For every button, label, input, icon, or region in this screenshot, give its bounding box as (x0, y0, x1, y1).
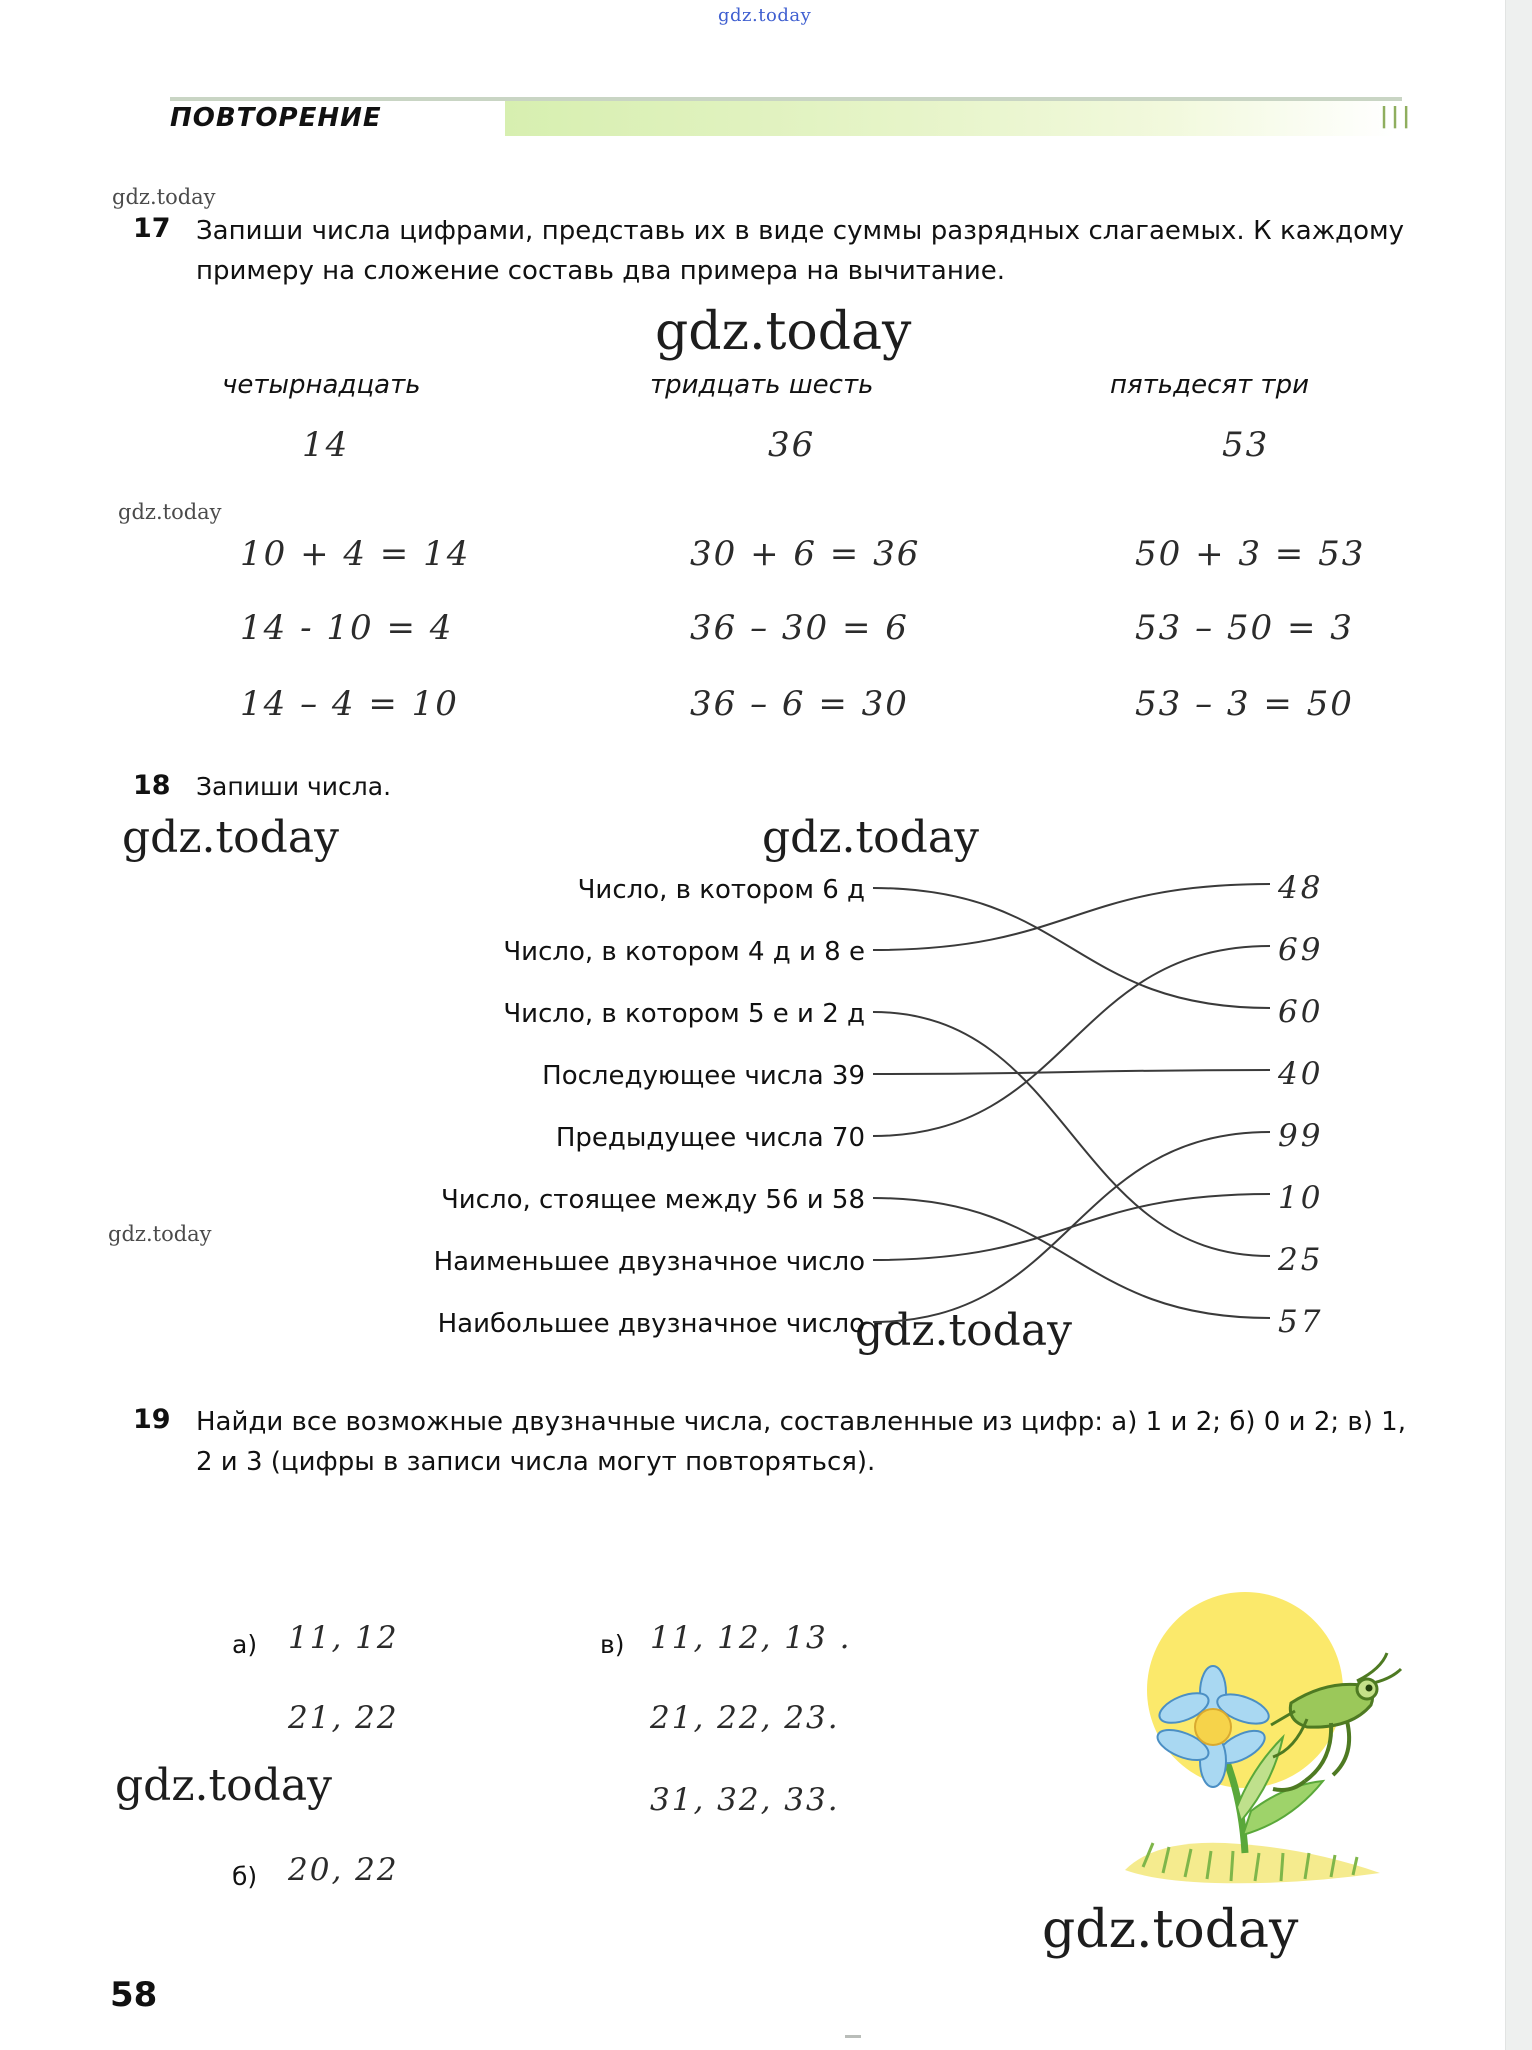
match-item-6[interactable]: Наименьшее двузначное число (433, 1247, 865, 1277)
match-answer-6[interactable]: 25 (1278, 1242, 1324, 1278)
equation-c1-l3: 14 – 4 = 10 (240, 684, 459, 724)
answer-a-line-2: 21, 22 (288, 1700, 399, 1736)
match-item-2[interactable]: Число, в котором 5 е и 2 д (503, 999, 865, 1029)
exercise-19-number: 19 (133, 1404, 171, 1435)
answer-v-line-3: 31, 32, 33. (650, 1782, 840, 1818)
match-answer-3[interactable]: 40 (1278, 1056, 1324, 1092)
grasshopper-flower-illustration (1095, 1585, 1425, 1915)
answer-a-line-1: 11, 12 (288, 1620, 399, 1656)
handwritten-number-1: 14 (302, 425, 350, 465)
answer-v-line-1: 11, 12, 13 . (650, 1620, 852, 1656)
header-color-band (505, 100, 1395, 136)
match-item-1[interactable]: Число, в котором 4 д и 8 е (503, 937, 865, 967)
answer-b-line-1: 20, 22 (288, 1852, 399, 1888)
match-item-7[interactable]: Наибольшее двузначное число (437, 1309, 865, 1339)
match-item-5[interactable]: Число, стоящее между 56 и 58 (440, 1185, 865, 1215)
watermark-17-top: gdz.today (112, 185, 216, 209)
match-item-4[interactable]: Предыдущее числа 70 (555, 1123, 865, 1153)
header-marks: ||| (1380, 104, 1414, 129)
watermark-18-bottom: gdz.today (855, 1305, 1072, 1356)
equation-c2-l3: 36 – 6 = 30 (690, 684, 909, 724)
answer-v-line-2: 21, 22, 23. (650, 1700, 840, 1736)
match-answer-2[interactable]: 60 (1278, 994, 1324, 1030)
page-edge-strip (1505, 0, 1532, 2050)
match-answer-1[interactable]: 69 (1278, 932, 1324, 968)
watermark-19-left: gdz.today (115, 1760, 332, 1811)
watermark-18-mid: gdz.today (762, 812, 979, 863)
watermark-17-lower: gdz.today (118, 500, 222, 524)
watermark-18-left: gdz.today (122, 812, 339, 863)
exercise-18-text: Запиши числа. (196, 772, 392, 801)
watermark-bottom: gdz.today (1042, 1900, 1299, 1960)
page-title: ПОВТОРЕНИЕ (170, 103, 382, 133)
watermark-18-lower: gdz.today (108, 1222, 212, 1246)
answer-label-b: б) (232, 1862, 258, 1891)
watermark-17-mid: gdz.today (655, 302, 912, 362)
exercise-17-number: 17 (133, 213, 171, 244)
handwritten-number-3: 53 (1222, 425, 1270, 465)
match-answer-5[interactable]: 10 (1278, 1180, 1324, 1216)
page-number: 58 (110, 1975, 158, 2015)
equation-c3-l2: 53 – 50 = 3 (1135, 608, 1354, 648)
exercise-17-text: Запиши числа цифрами, представь их в виде суммы разрядных слагаемых. К каждому примеру на сложение составь два примера на вычитание. (196, 216, 1404, 286)
match-answer-7[interactable]: 57 (1278, 1304, 1324, 1340)
answer-label-a: а) (232, 1630, 258, 1659)
header-rule (170, 97, 1402, 101)
exercise-19-text: Найди все возможные двузначные числа, составленные из цифр: а) 1 и 2; б) 0 и 2; в) 1, 2 и 3 (цифры в записи числа могут повторяться). (196, 1407, 1406, 1477)
match-item-0[interactable]: Число, в котором 6 д (577, 875, 865, 905)
number-word-2: тридцать шесть (650, 370, 874, 400)
equation-c1-l2: 14 - 10 = 4 (240, 608, 454, 648)
equation-c2-l2: 36 – 30 = 6 (690, 608, 909, 648)
equation-c1-l1: 10 + 4 = 14 (240, 534, 471, 574)
equation-c3-l3: 53 – 3 = 50 (1135, 684, 1354, 724)
match-answer-0[interactable]: 48 (1278, 870, 1324, 906)
match-answer-4[interactable]: 99 (1278, 1118, 1324, 1154)
equation-c3-l1: 50 + 3 = 53 (1135, 534, 1366, 574)
answer-label-v: в) (600, 1630, 625, 1659)
equation-c2-l1: 30 + 6 = 36 (690, 534, 921, 574)
number-word-3: пятьдесят три (1110, 370, 1309, 400)
watermark-top: gdz.today (718, 5, 812, 26)
number-word-1: четырнадцать (222, 370, 421, 400)
match-item-3[interactable]: Последующее числа 39 (542, 1061, 865, 1091)
exercise-18-number: 18 (133, 770, 171, 801)
footer-tick (845, 2035, 861, 2038)
handwritten-number-2: 36 (768, 425, 816, 465)
